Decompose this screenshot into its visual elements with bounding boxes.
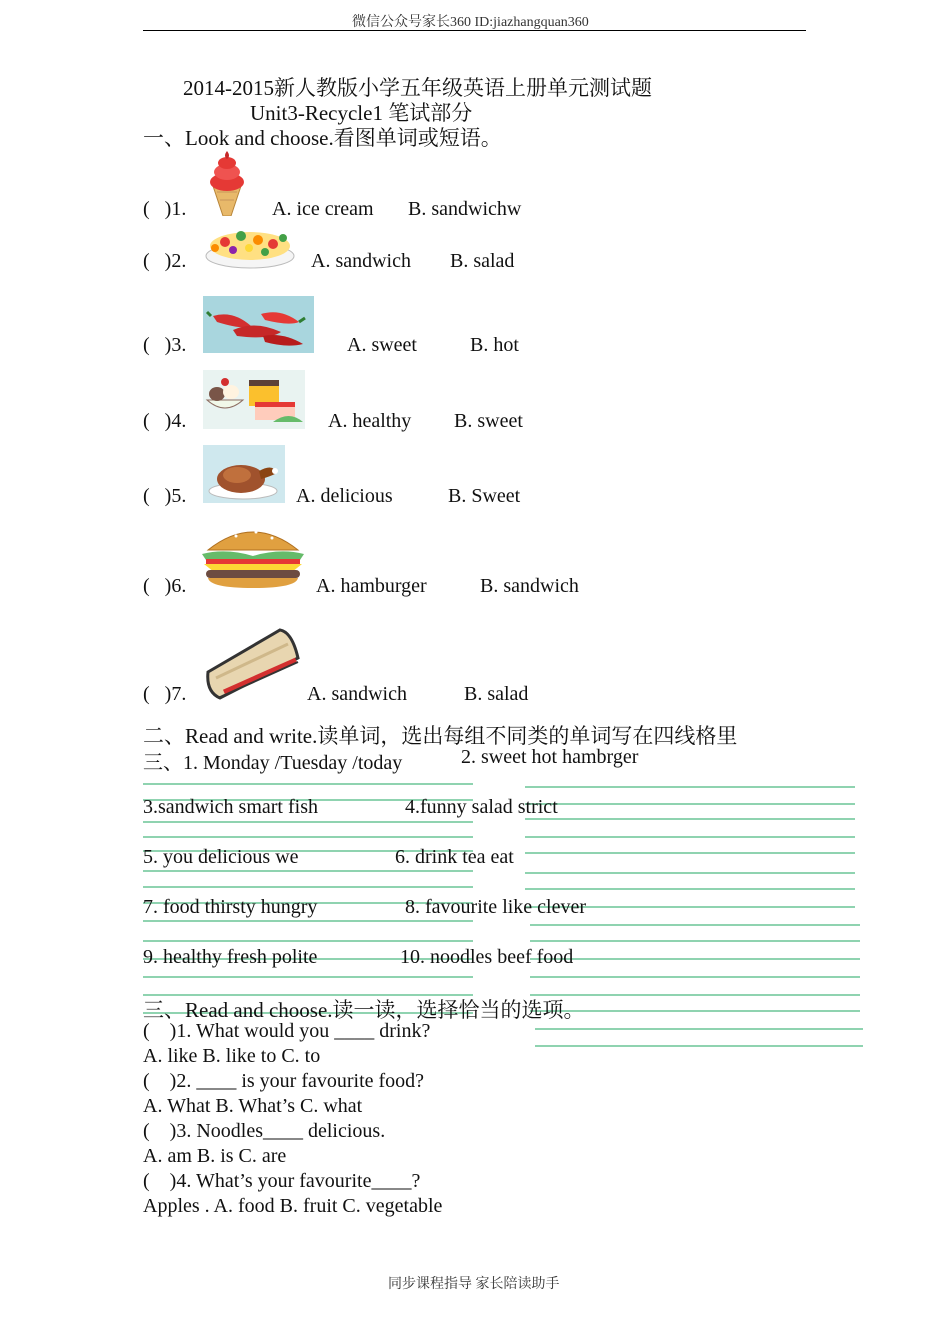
q1-label: ( )1.: [143, 198, 187, 220]
group-2: 2. sweet hot hambrger: [461, 746, 639, 768]
roast-chicken-icon: [203, 445, 285, 503]
mc-question-1: ( )1. What would you ____ drink?: [143, 1020, 431, 1042]
section1-heading: 一、Look and choose.看图单词或短语。: [143, 126, 502, 150]
q5-label: ( )5.: [143, 485, 187, 507]
page-subtitle: Unit3-Recycle1 笔试部分: [250, 101, 473, 125]
group-1: 三、1. Monday /Tuesday /today: [143, 752, 403, 774]
q5-option-b: B. Sweet: [448, 485, 521, 507]
q6-label: ( )6.: [143, 575, 187, 597]
q6-option-b: B. sandwich: [480, 575, 579, 597]
group-3: 3.sandwich smart fish: [143, 796, 318, 818]
q7-option-b: B. salad: [464, 683, 529, 705]
mc-question-3: ( )3. Noodles____ delicious.: [143, 1120, 386, 1142]
desserts-icon: [203, 370, 305, 429]
section2-heading: 二、Read and write.读单词，选出每组不同类的单词写在四线格里: [143, 724, 738, 748]
q2-label: ( )2.: [143, 250, 187, 272]
q6-option-a: A. hamburger: [316, 575, 427, 597]
q7-option-a: A. sandwich: [307, 683, 407, 705]
q1-option-a: A. ice cream: [272, 198, 374, 220]
mc-options-4: Apples . A. food B. fruit C. vegetable: [143, 1195, 443, 1217]
q3-option-a: A. sweet: [347, 334, 417, 356]
page-footer: 同步课程指导 家长陪读助手: [388, 1277, 560, 1292]
group-8: 8. favourite like clever: [405, 896, 587, 918]
group-10: 10. noodles beef food: [400, 946, 574, 968]
hamburger-icon: [196, 520, 310, 590]
q4-label: ( )4.: [143, 410, 187, 432]
ice-cream-icon: [203, 148, 251, 216]
sandwich-icon: [200, 626, 304, 702]
section3-heading: 三、Read and choose.读一读，选择恰当的选项。: [143, 998, 585, 1022]
mc-options-3: A. am B. is C. are: [143, 1145, 287, 1167]
q2-option-b: B. salad: [450, 250, 515, 272]
mc-options-2: A. What B. What’s C. what: [143, 1095, 363, 1117]
page-title: 2014-2015新人教版小学五年级英语上册单元测试题: [183, 76, 652, 100]
salad-icon: [203, 222, 297, 270]
group-4: 4.funny salad strict: [405, 796, 558, 818]
q5-option-a: A. delicious: [296, 485, 393, 507]
header-rule: [143, 30, 806, 31]
chili-peppers-icon: [203, 296, 314, 353]
q4-option-a: A. healthy: [328, 410, 412, 432]
page-header: 微信公众号家长360 ID:jiazhangquan360: [352, 15, 589, 30]
mc-question-4: ( )4. What’s your favourite____?: [143, 1170, 421, 1192]
q3-option-b: B. hot: [470, 334, 519, 356]
group-5: 5. you delicious we: [143, 846, 299, 868]
q3-label: ( )3.: [143, 334, 187, 356]
q1-option-b: B. sandwichw: [408, 198, 522, 220]
q4-option-b: B. sweet: [454, 410, 523, 432]
q2-option-a: A. sandwich: [311, 250, 411, 272]
group-9: 9. healthy fresh polite: [143, 946, 318, 968]
group-7: 7. food thirsty hungry: [143, 896, 318, 918]
group-6: 6. drink tea eat: [395, 846, 514, 868]
q7-label: ( )7.: [143, 683, 187, 705]
mc-question-2: ( )2. ____ is your favourite food?: [143, 1070, 425, 1092]
mc-options-1: A. like B. like to C. to: [143, 1045, 321, 1067]
